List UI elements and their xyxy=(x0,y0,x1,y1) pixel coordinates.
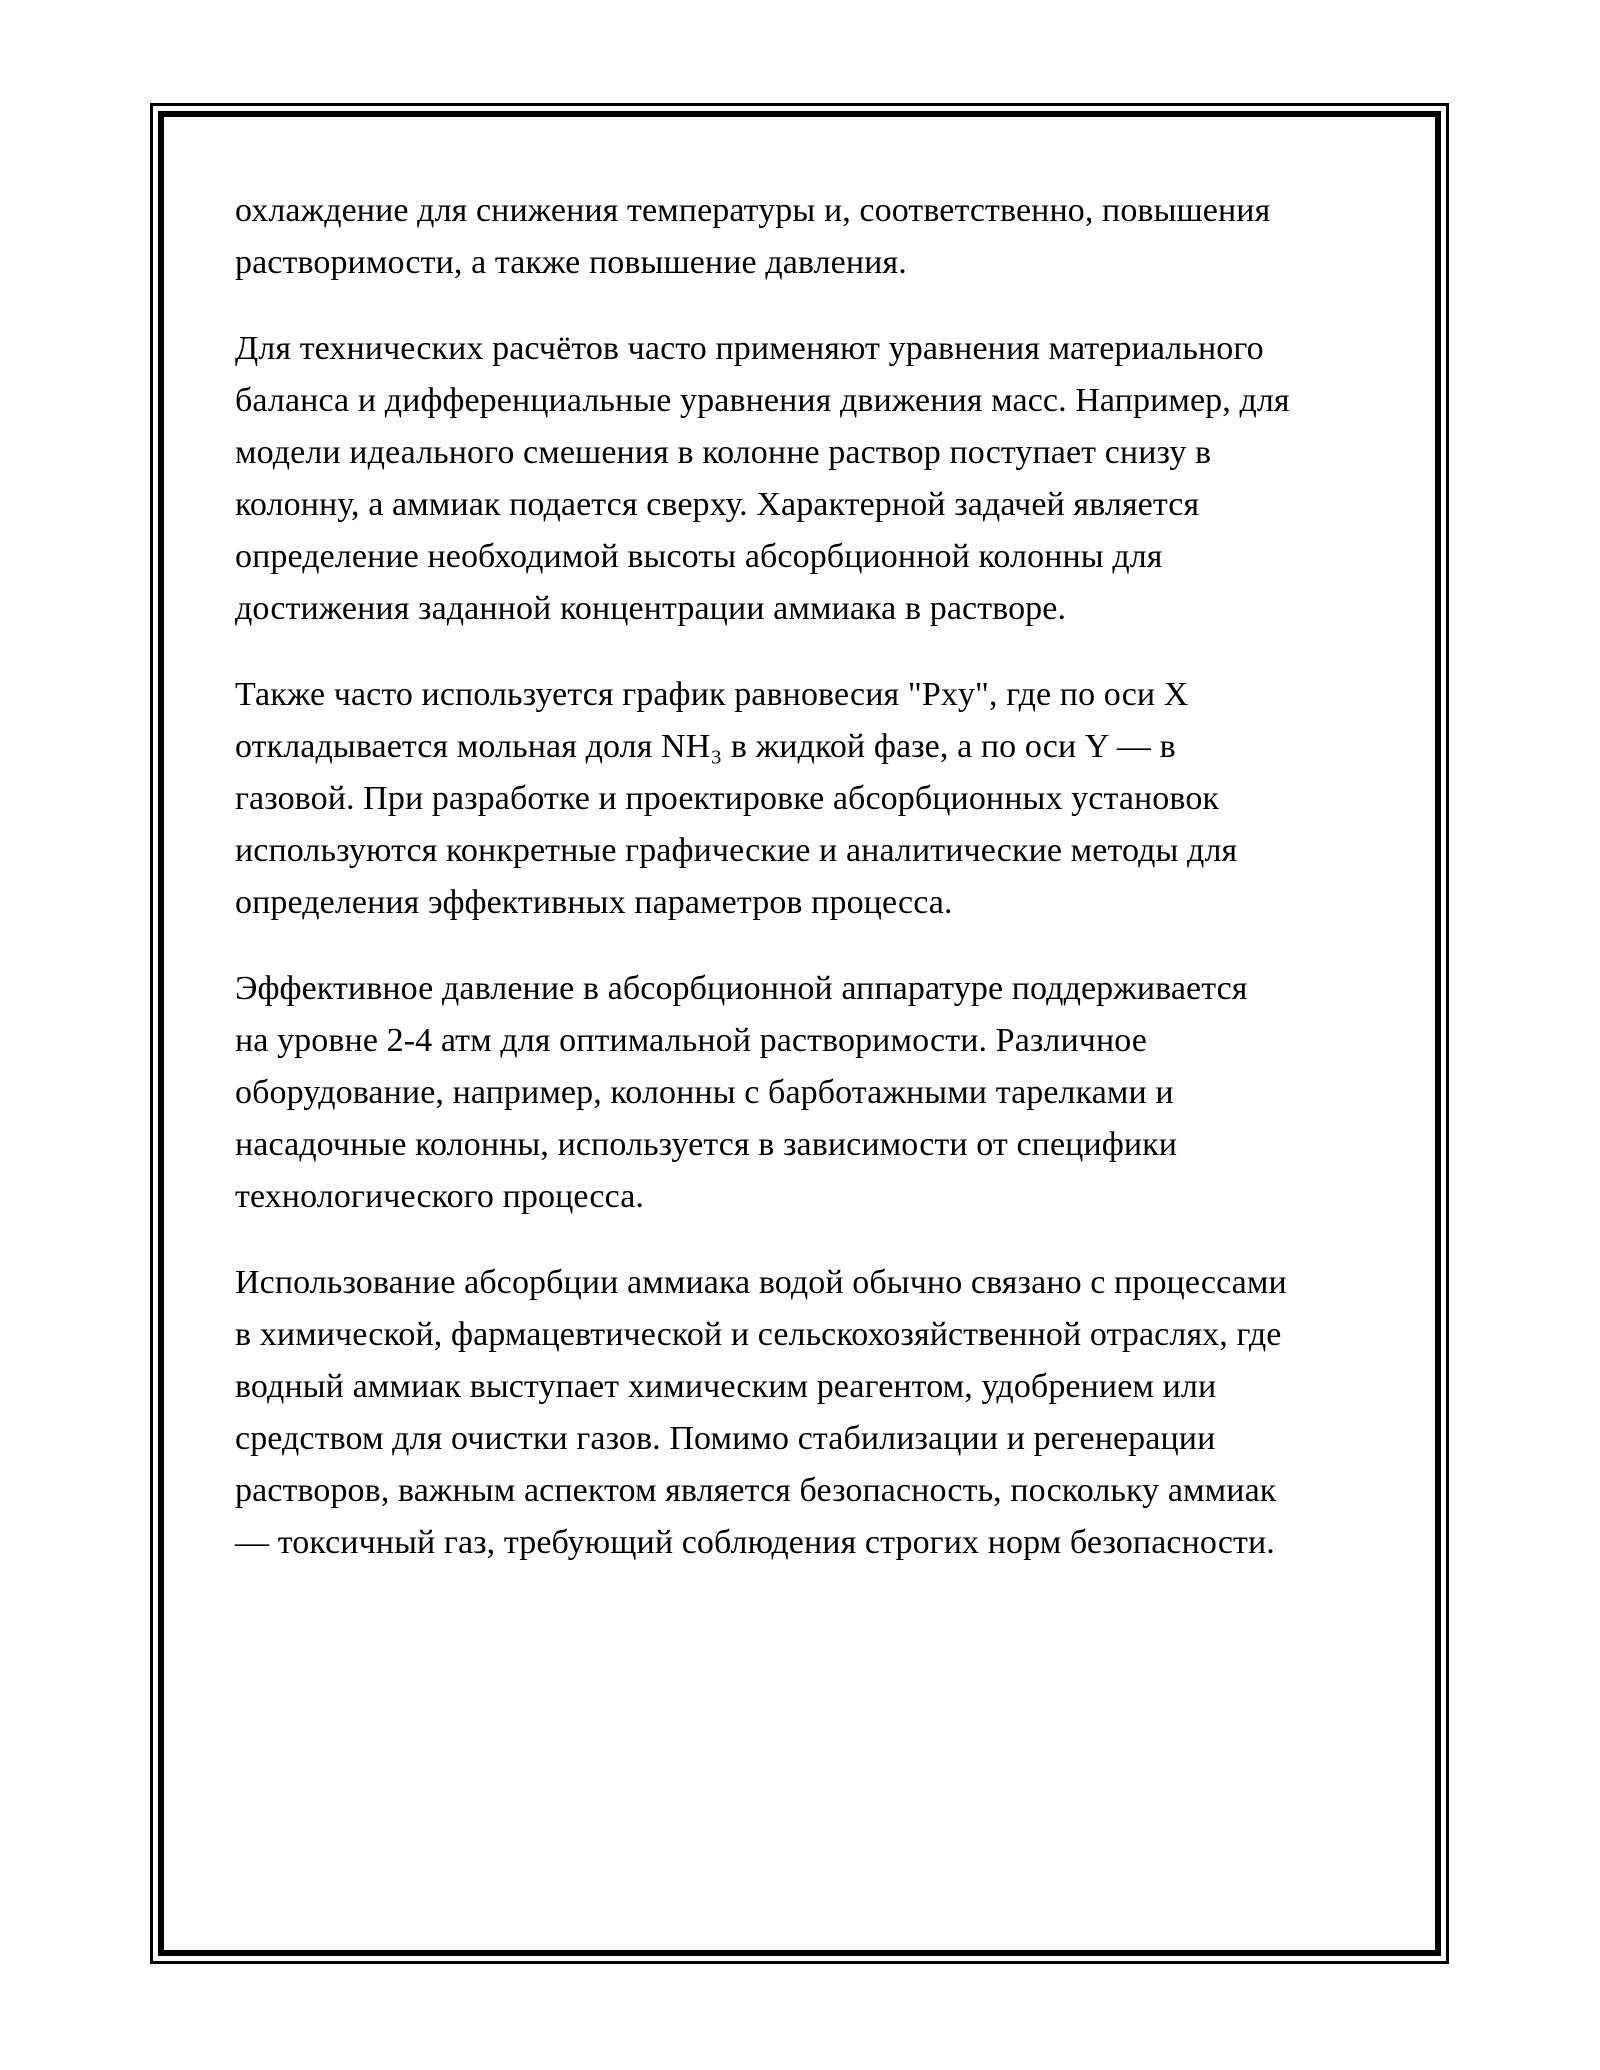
text-line: охлаждение для снижения температуры и, соответственно, повышения xyxy=(235,192,1271,229)
paragraph-4 xyxy=(235,963,1380,1223)
text-line: Для технических расчётов часто применяют уравнения материального xyxy=(235,330,1264,367)
text-line: в химической, фармацевтической и сельскохозяйственной отраслях, где xyxy=(235,1316,1282,1353)
text-line: используются конкретные графические и аналитические методы для xyxy=(235,832,1238,869)
text-line: колонну, а аммиак подается сверху. Характерной задачей является xyxy=(235,486,1200,523)
text-line: определения эффективных параметров процесса. xyxy=(235,884,953,921)
text-line: растворов, важным аспектом является безопасность, поскольку аммиак xyxy=(235,1472,1277,1509)
paragraph-3 xyxy=(235,669,1380,929)
text-line: — токсичный газ, требующий соблюдения строгих норм безопасности. xyxy=(235,1524,1275,1561)
text-line: откладывается мольная доля NH₃ в жидкой фазе, а по оси Y — в xyxy=(235,728,1176,765)
text-line: газовой. При разработке и проектировке абсорбционных установок xyxy=(235,780,1220,817)
text-line: Также часто используется график равновесия "Pxy", где по оси X xyxy=(235,676,1189,713)
text-line: определение необходимой высоты абсорбционной колонны для xyxy=(235,538,1163,575)
document-frame xyxy=(150,103,1449,1964)
text-line: баланса и дифференциальные уравнения движения масс. Например, для xyxy=(235,382,1290,419)
text-line: Эффективное давление в абсорбционной аппаратуре поддерживается xyxy=(235,970,1248,1007)
text-line: оборудование, например, колонны с барботажными тарелками и xyxy=(235,1074,1174,1111)
page-content xyxy=(164,117,1435,1569)
text-line: водный аммиак выступает химическим реагентом, удобрением или xyxy=(235,1368,1217,1405)
text-line: технологического процесса. xyxy=(235,1178,644,1215)
document-frame-inner xyxy=(158,111,1441,1956)
text-line: насадочные колонны, используется в зависимости от специфики xyxy=(235,1126,1178,1163)
text-line: на уровне 2-4 атм для оптимальной растворимости. Различное xyxy=(235,1022,1147,1059)
text-line: растворимости, а также повышение давления. xyxy=(235,244,907,281)
paragraph-1 xyxy=(235,185,1380,289)
text-line: средством для очистки газов. Помимо стабилизации и регенерации xyxy=(235,1420,1216,1457)
paragraph-5 xyxy=(235,1257,1380,1569)
text-line: достижения заданной концентрации аммиака в растворе. xyxy=(235,590,1067,627)
paragraph-2 xyxy=(235,323,1380,635)
text-line: Использование абсорбции аммиака водой обычно связано с процессами xyxy=(235,1264,1287,1301)
text-line: модели идеального смешения в колонне раствор поступает снизу в xyxy=(235,434,1212,471)
